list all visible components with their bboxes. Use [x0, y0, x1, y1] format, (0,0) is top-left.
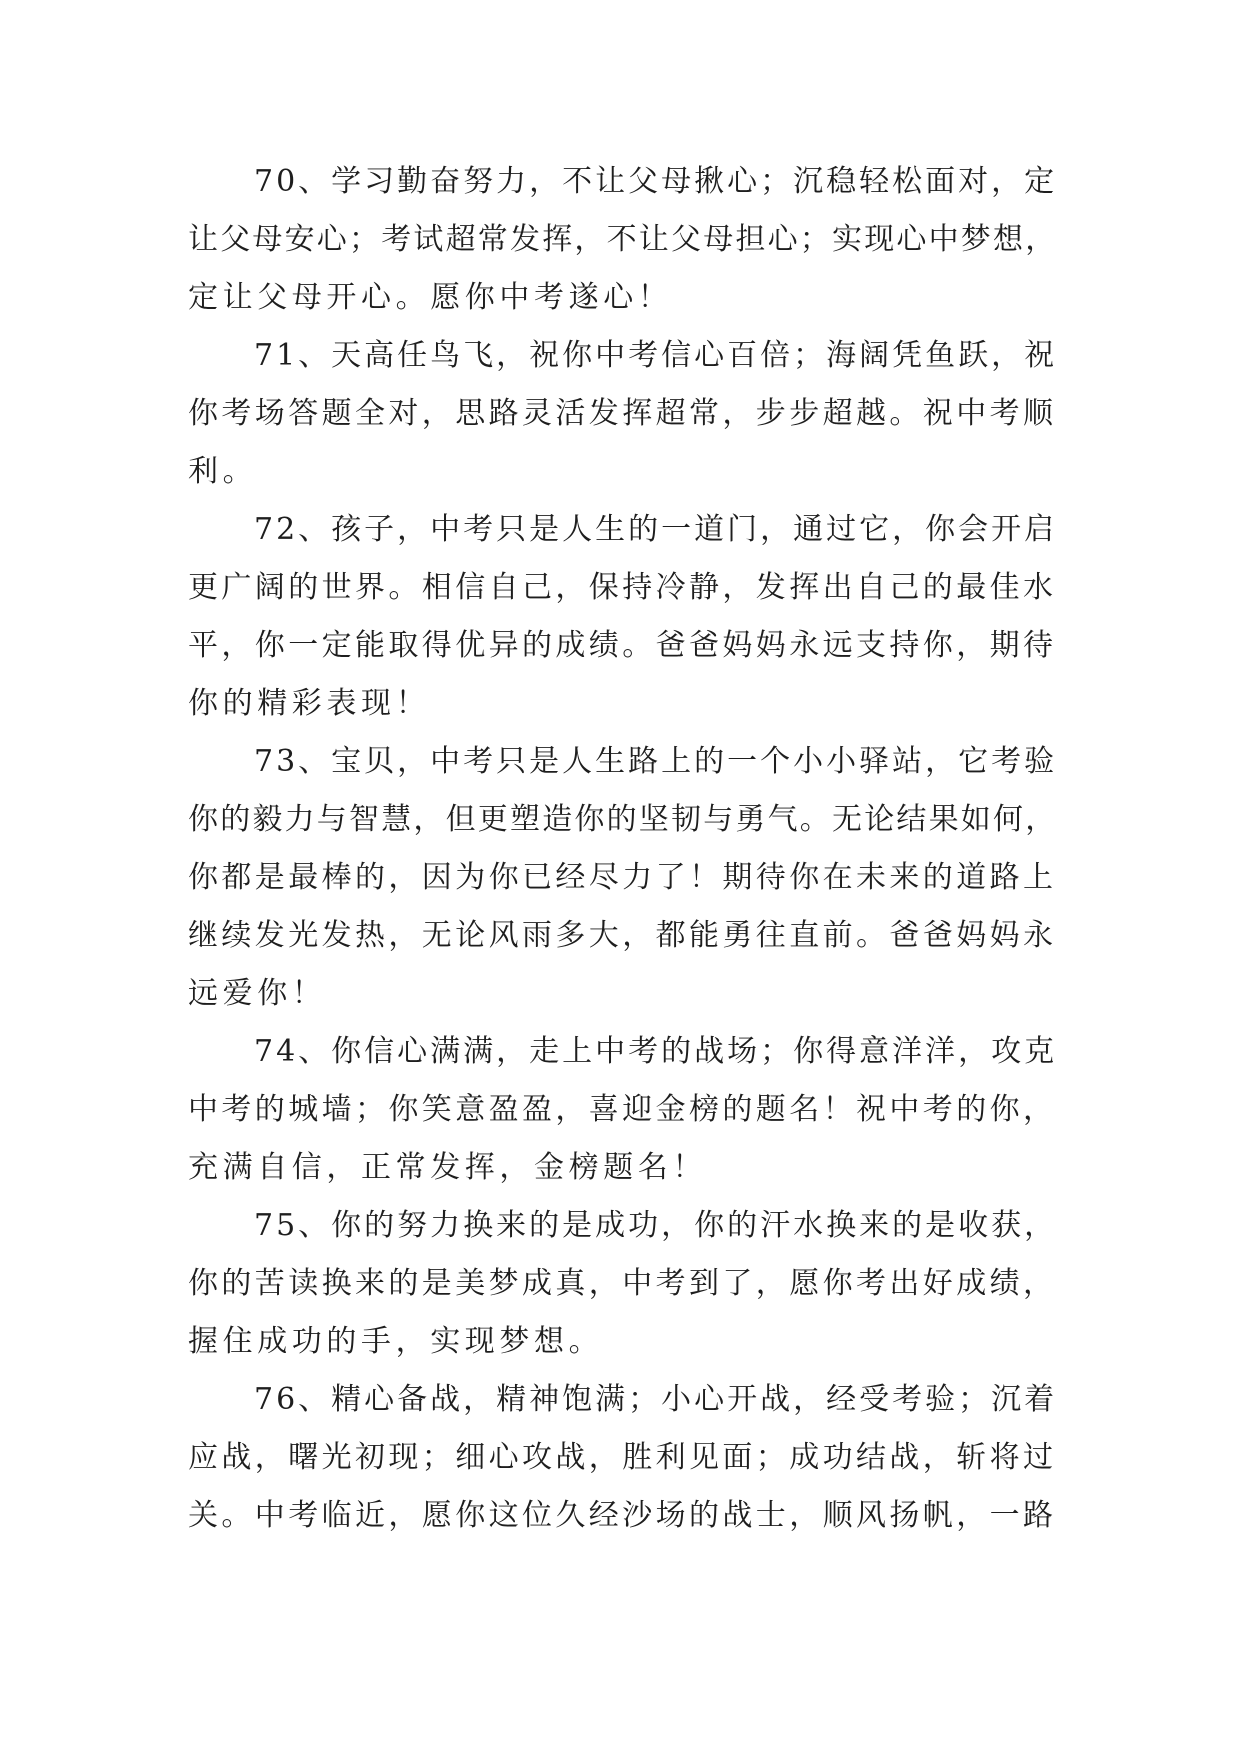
paragraph-line: 你的精彩表现！	[188, 686, 431, 721]
paragraph-line: 你考场答题全对，思路灵活发挥超常，步步超越。祝中考顺	[188, 396, 1057, 431]
paragraph-line: 73、宝贝，中考只是人生路上的一个小小驿站，它考验	[254, 744, 1058, 779]
paragraph-line: 关。中考临近，愿你这位久经沙场的战士，顺风扬帆，一路	[188, 1498, 1057, 1533]
paragraph-line: 70、学习勤奋努力，不让父母揪心；沉稳轻松面对，定	[254, 164, 1058, 199]
paragraph-75	[188, 1197, 1064, 1371]
paragraph-line: 你的毅力与智慧，但更塑造你的坚韧与勇气。无论结果如何，	[188, 802, 1058, 837]
paragraph-70	[188, 153, 1064, 327]
paragraph-73	[188, 733, 1064, 1023]
paragraph-line: 远爱你！	[188, 976, 327, 1011]
paragraph-72	[188, 501, 1064, 733]
paragraph-line: 继续发光发热，无论风雨多大，都能勇往直前。爸爸妈妈永	[188, 918, 1057, 953]
paragraph-line: 75、你的努力换来的是成功，你的汗水换来的是收获，	[254, 1208, 1058, 1243]
paragraph-line: 72、孩子，中考只是人生的一道门，通过它，你会开启	[254, 512, 1058, 547]
paragraph-line: 定让父母开心。愿你中考遂心！	[188, 280, 673, 315]
paragraph-line: 你都是最棒的，因为你已经尽力了！期待你在未来的道路上	[188, 860, 1057, 895]
paragraph-line: 让父母安心；考试超常发挥，不让父母担心；实现心中梦想，	[188, 222, 1058, 257]
paragraph-76	[188, 1371, 1064, 1545]
paragraph-line: 74、你信心满满，走上中考的战场；你得意洋洋，攻克	[254, 1034, 1058, 1069]
paragraph-line: 71、天高任鸟飞，祝你中考信心百倍；海阔凭鱼跃，祝	[254, 338, 1058, 373]
paragraph-74	[188, 1023, 1064, 1197]
paragraph-line: 握住成功的手，实现梦想。	[188, 1324, 604, 1359]
paragraph-line: 平，你一定能取得优异的成绩。爸爸妈妈永远支持你，期待	[188, 628, 1057, 663]
paragraph-line: 76、精心备战，精神饱满；小心开战，经受考验；沉着	[254, 1382, 1058, 1417]
paragraph-line: 你的苦读换来的是美梦成真，中考到了，愿你考出好成绩，	[188, 1266, 1057, 1301]
paragraph-line: 更广阔的世界。相信自己，保持冷静，发挥出自己的最佳水	[188, 570, 1057, 605]
text-column	[188, 153, 1064, 1545]
paragraph-line: 充满自信，正常发挥，金榜题名！	[188, 1150, 707, 1185]
paragraph-line: 中考的城墙；你笑意盈盈，喜迎金榜的题名！祝中考的你，	[188, 1092, 1057, 1127]
paragraph-line: 利。	[188, 454, 258, 489]
paragraph-line: 应战，曙光初现；细心攻战，胜利见面；成功结战，斩将过	[188, 1440, 1057, 1475]
paragraph-71	[188, 327, 1064, 501]
